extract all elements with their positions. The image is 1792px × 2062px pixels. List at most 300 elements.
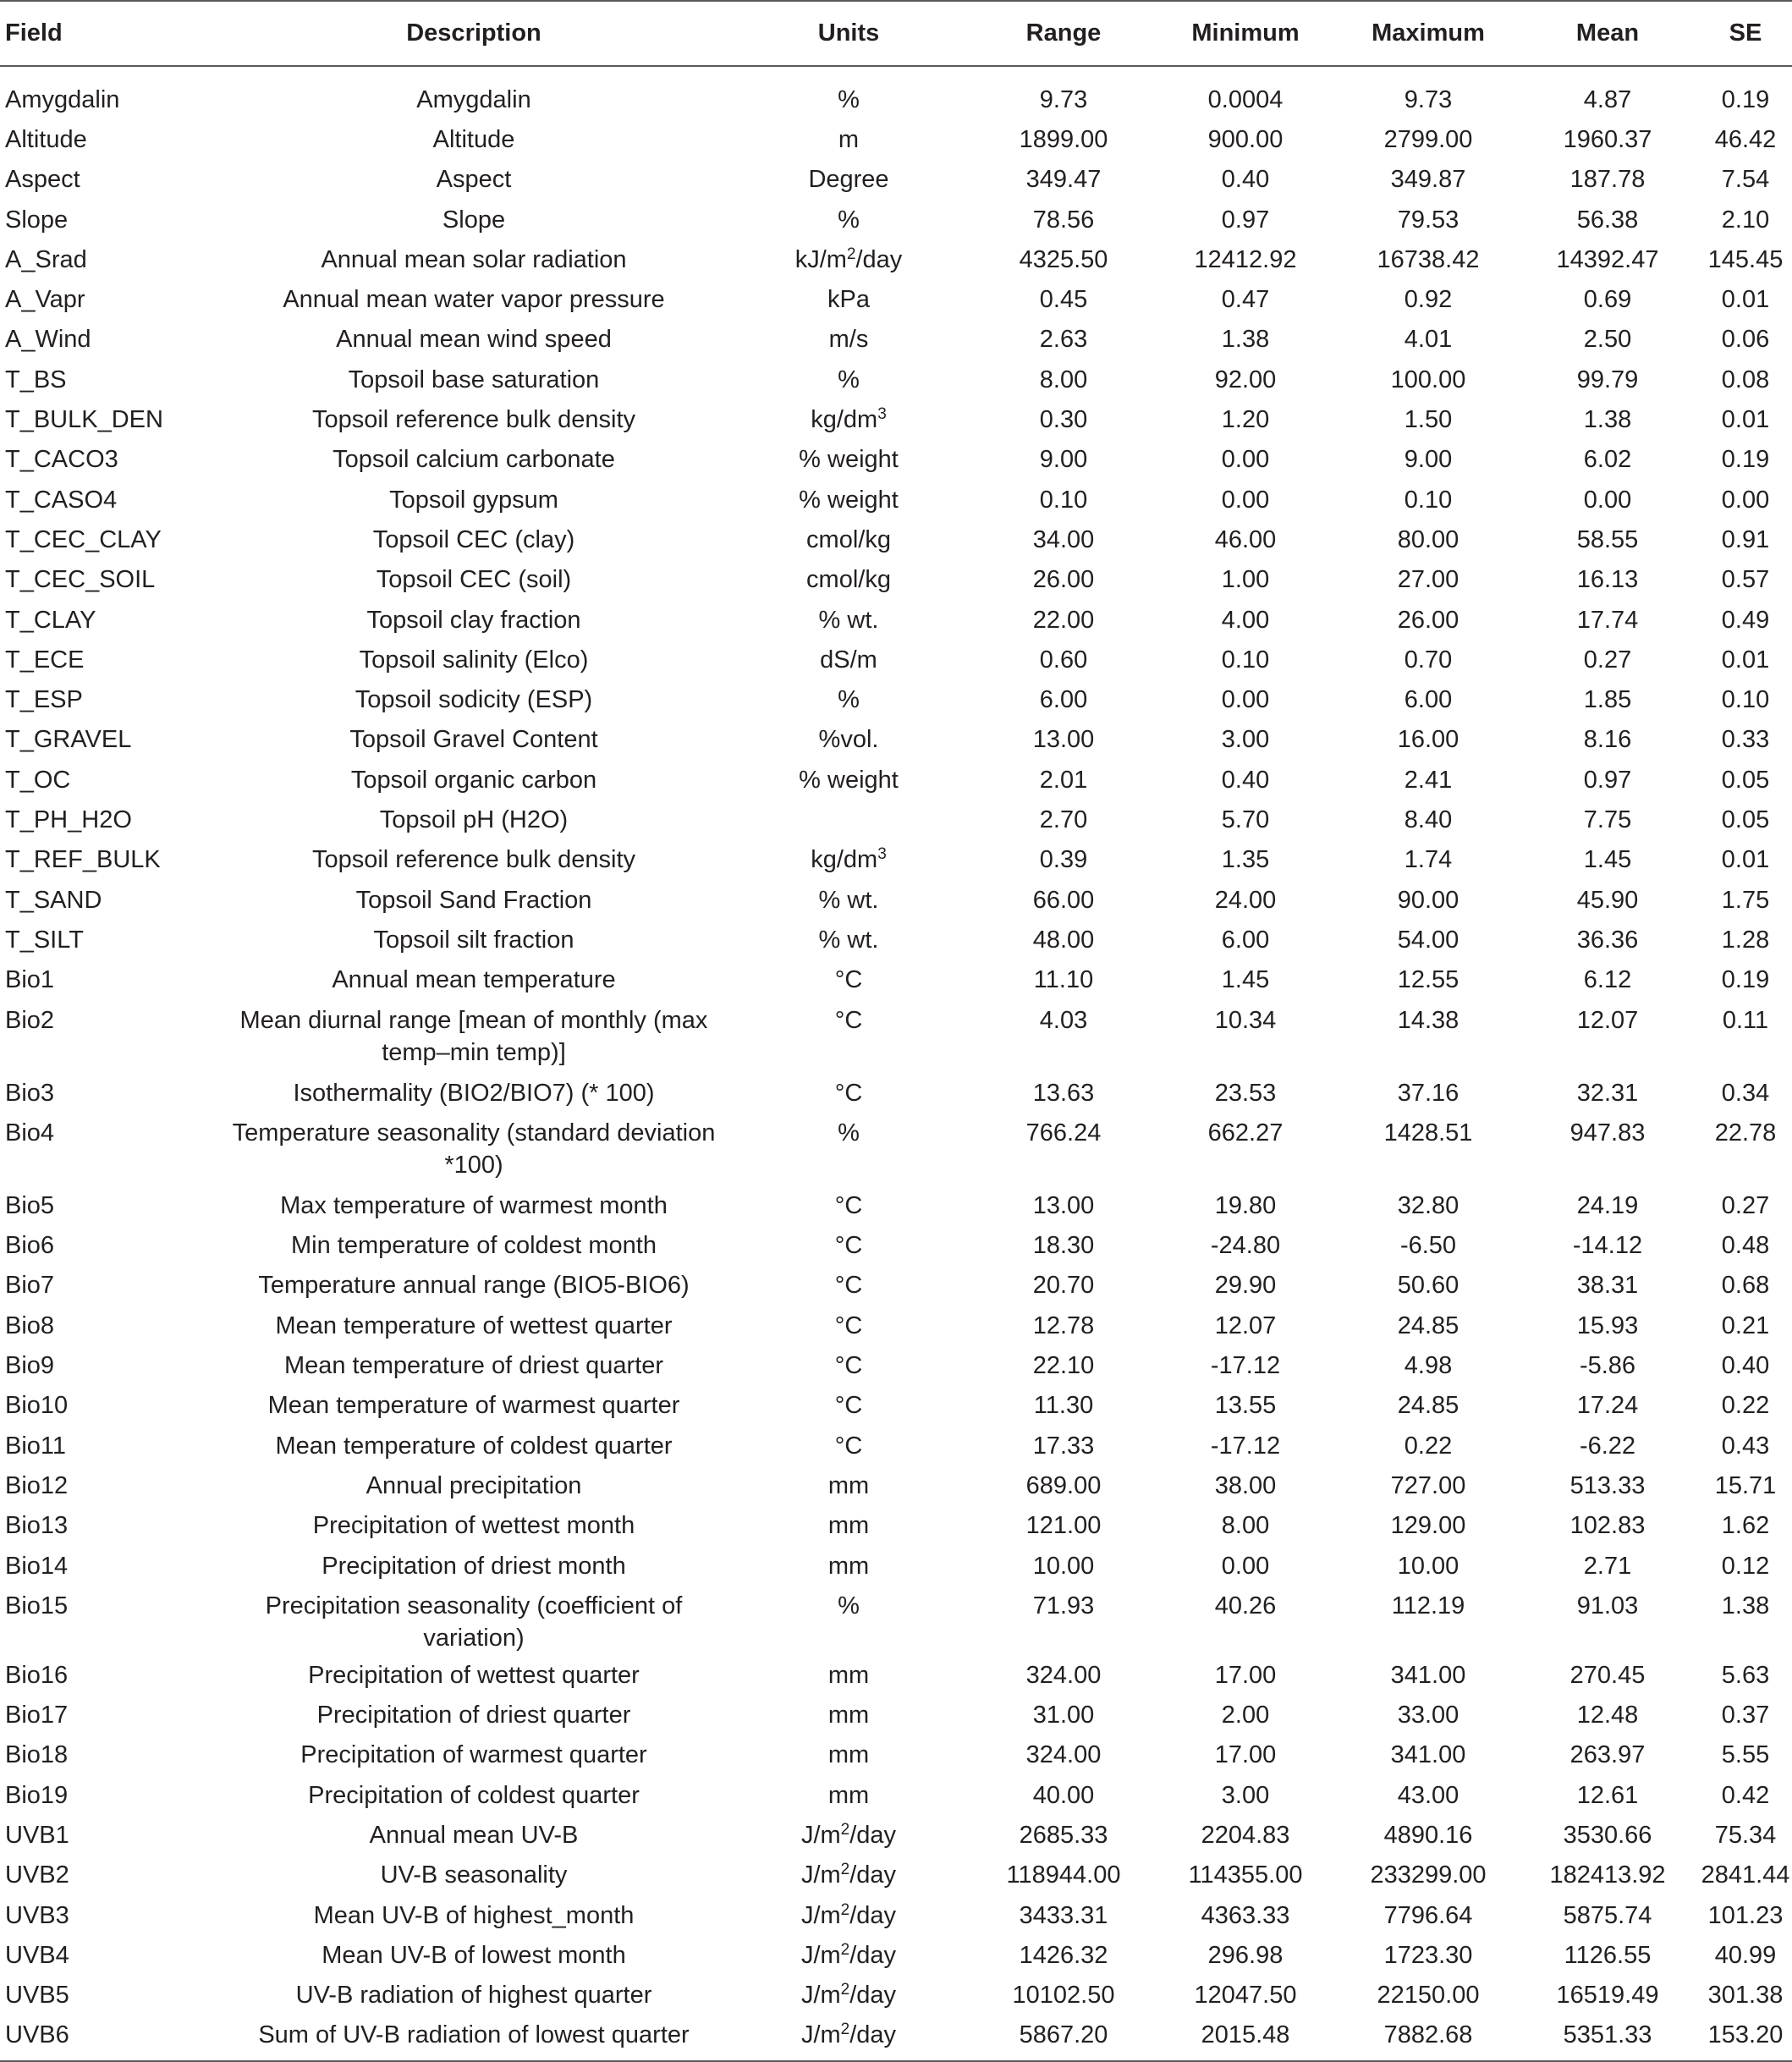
units-superscript: 2 <box>840 1981 850 1999</box>
cell-range: 22.10 <box>1032 1352 1095 1380</box>
cell-minimum: 17.00 <box>1214 1741 1277 1769</box>
header-field: Field <box>0 1 227 66</box>
table-row <box>0 599 1792 639</box>
units-superscript: 3 <box>877 405 887 424</box>
cell-mean: 1.38 <box>1583 406 1632 434</box>
table-row <box>0 1264 1792 1304</box>
cell-range: 5867.20 <box>976 2014 1151 2061</box>
cell-range: 324.00 <box>1025 1661 1102 1689</box>
cell-field: Bio11 <box>5 1432 67 1460</box>
cell-units <box>721 1934 976 1974</box>
cell-field: T_CLAY <box>5 606 96 634</box>
cell-units <box>721 66 976 118</box>
cell-maximum: 349.87 <box>1390 166 1466 194</box>
cell-se: 0.01 <box>1721 406 1770 434</box>
cell-maximum: 37.16 <box>1397 1079 1459 1107</box>
cell-minimum: -17.12 <box>1210 1352 1281 1380</box>
cell-maximum: 33.00 <box>1397 1702 1459 1729</box>
table-row <box>0 558 1792 598</box>
cell-minimum: 3.00 <box>1221 726 1270 754</box>
cell-units <box>721 318 976 358</box>
cell-maximum: 54.00 <box>1397 926 1459 954</box>
cell-se: 0.00 <box>1721 486 1770 514</box>
cell-field: Bio10 <box>5 1392 69 1420</box>
cell-units <box>721 1545 976 1585</box>
cell-mean: 7.75 <box>1583 806 1632 834</box>
cell-minimum: 4363.33 <box>1201 1901 1290 1929</box>
table-row <box>0 1934 1792 1974</box>
table-row <box>0 1224 1792 1264</box>
cell-minimum: 12412.92 <box>1194 245 1297 273</box>
cell-maximum: 6.00 <box>1404 686 1453 714</box>
cell-field: Bio8 <box>5 1311 55 1339</box>
cell-description: Topsoil reference bulk density <box>311 406 636 434</box>
cell-units <box>721 1264 976 1304</box>
cell-se: 0.10 <box>1721 686 1770 714</box>
cell-mean: 16519.49 <box>1556 1982 1659 2010</box>
cell-description: Topsoil gypsum <box>389 486 558 514</box>
cell-units <box>721 679 976 718</box>
cell-units <box>721 879 976 919</box>
cell-units <box>721 519 976 558</box>
cell-mean: 17.24 <box>1576 1392 1639 1420</box>
cell-mean: 8.16 <box>1583 726 1632 754</box>
cell-description: Annual mean water vapor pressure <box>283 286 665 314</box>
cell-description: Precipitation of coldest quarter <box>308 1781 640 1809</box>
cell-se: 0.33 <box>1721 726 1770 754</box>
cell-mean: 0.97 <box>1583 766 1632 794</box>
cell-description: Mean UV-B of lowest month <box>322 1941 626 1969</box>
cell-minimum: 0.10 <box>1221 646 1270 674</box>
cell-units <box>721 1072 976 1112</box>
cell-minimum: 0.40 <box>1221 166 1270 194</box>
cell-maximum: 50.60 <box>1397 1272 1459 1300</box>
units-suffix: /day <box>849 1901 897 1929</box>
cell-units <box>721 1112 976 1185</box>
units-base: % <box>838 1119 860 1146</box>
cell-units <box>721 1894 976 1934</box>
cell-field: T_ECE <box>5 646 85 674</box>
table-row <box>0 1854 1792 1894</box>
cell-mean: 263.97 <box>1569 1741 1646 1769</box>
cell-description: Isothermality (BIO2/BIO7) (* 100) <box>293 1079 655 1107</box>
cell-range: 31.00 <box>1032 1702 1095 1729</box>
cell-description: Precipitation of driest quarter <box>316 1702 631 1729</box>
units-base: mm <box>827 1781 870 1809</box>
cell-minimum: 2.00 <box>1221 1702 1270 1729</box>
table-row <box>0 1774 1792 1814</box>
cell-maximum: 100.00 <box>1390 366 1466 393</box>
cell-se: 0.05 <box>1721 806 1770 834</box>
cell-units <box>721 558 976 598</box>
cell-units <box>721 1384 976 1424</box>
cell-units <box>721 1425 976 1465</box>
cell-maximum: 8.40 <box>1404 806 1453 834</box>
cell-minimum: 0.0004 <box>1207 86 1284 113</box>
cell-se: 0.57 <box>1721 566 1770 594</box>
cell-units <box>721 919 976 959</box>
table-row <box>0 318 1792 358</box>
cell-se: 46.42 <box>1714 126 1777 153</box>
cell-units <box>721 158 976 198</box>
units-base: °C <box>834 966 863 994</box>
cell-units <box>721 118 976 158</box>
cell-mean: 32.31 <box>1576 1079 1639 1107</box>
cell-mean: 2.50 <box>1583 326 1632 354</box>
table-row <box>0 718 1792 758</box>
cell-mean: 6.12 <box>1583 966 1632 994</box>
cell-range: 12.78 <box>1032 1311 1095 1339</box>
units-base: J/m <box>800 1821 841 1849</box>
units-base: J/m <box>800 1861 841 1889</box>
cell-minimum: 1.38 <box>1221 326 1270 354</box>
cell-range: 13.63 <box>1032 1079 1095 1107</box>
header-mean: Mean <box>1516 1 1699 66</box>
table-row <box>0 1734 1792 1773</box>
cell-mean: 0.69 <box>1583 286 1632 314</box>
cell-minimum: 1.20 <box>1221 406 1270 434</box>
cell-units <box>721 1854 976 1894</box>
table-row <box>0 1545 1792 1585</box>
table-row <box>0 399 1792 438</box>
cell-mean: -6.22 <box>1579 1432 1636 1460</box>
cell-se: 1.62 <box>1721 1512 1770 1540</box>
cell-se: 0.21 <box>1721 1311 1770 1339</box>
cell-minimum: -17.12 <box>1210 1432 1281 1460</box>
units-base: Degree <box>808 166 889 194</box>
cell-field: T_REF_BULK <box>5 846 161 874</box>
units-base: kg/dm <box>811 406 878 434</box>
cell-field: UVB4 <box>5 1941 69 1969</box>
cell-minimum: 0.00 <box>1221 1552 1270 1580</box>
cell-mean: 14392.47 <box>1556 245 1659 273</box>
units-base: mm <box>827 1741 870 1769</box>
cell-units <box>721 1694 976 1734</box>
cell-field: Bio1 <box>5 966 55 994</box>
cell-mean: 45.90 <box>1576 886 1639 914</box>
units-base: mm <box>827 1661 870 1689</box>
units-base: mm <box>827 1702 870 1729</box>
table-row <box>0 438 1792 478</box>
cell-maximum: 22150.00 <box>1377 1982 1480 2010</box>
cell-field: Bio17 <box>5 1702 69 1729</box>
cell-se: 0.22 <box>1721 1392 1770 1420</box>
cell-maximum: 9.00 <box>1404 446 1453 474</box>
cell-minimum: 296.98 <box>1207 1941 1284 1969</box>
cell-se: 0.68 <box>1721 1272 1770 1300</box>
units-base: °C <box>834 1432 863 1460</box>
units-base: kPa <box>827 286 870 314</box>
cell-se: 75.34 <box>1714 1821 1777 1849</box>
table-row <box>0 1305 1792 1344</box>
units-base: °C <box>834 1191 863 1219</box>
cell-field: Slope <box>5 206 69 234</box>
cell-units <box>721 1504 976 1544</box>
cell-description: Topsoil sodicity (ESP) <box>355 686 593 714</box>
cell-range: 4325.50 <box>1019 245 1108 273</box>
units-base: J/m <box>800 1982 841 2010</box>
units-suffix: /day <box>849 1821 897 1849</box>
cell-mean: 1960.37 <box>1563 126 1652 153</box>
cell-maximum: 7796.64 <box>1383 1901 1473 1929</box>
cell-maximum: 2799.00 <box>1383 126 1473 153</box>
cell-field: T_CEC_SOIL <box>5 566 156 594</box>
cell-range: 13.00 <box>1032 726 1095 754</box>
cell-range: 6.00 <box>1039 686 1088 714</box>
cell-range: 2.63 <box>1039 326 1088 354</box>
cell-mean: 3530.66 <box>1563 1821 1652 1849</box>
table-row <box>0 1185 1792 1224</box>
cell-se: 0.48 <box>1721 1232 1770 1260</box>
cell-maximum: 341.00 <box>1390 1741 1466 1769</box>
cell-description: Precipitation of driest month <box>322 1552 626 1580</box>
units-suffix: /day <box>849 1941 897 1969</box>
table-row <box>0 278 1792 318</box>
table-row <box>0 679 1792 718</box>
cell-range: 17.33 <box>1032 1432 1095 1460</box>
cell-maximum: 129.00 <box>1390 1512 1466 1540</box>
cell-minimum: 38.00 <box>1214 1471 1277 1499</box>
cell-range: 0.45 <box>1039 286 1088 314</box>
cell-units <box>721 278 976 318</box>
table-row <box>0 1654 1792 1694</box>
cell-mean: 99.79 <box>1576 366 1639 393</box>
cell-minimum: 1.45 <box>1221 966 1270 994</box>
cell-field: T_BS <box>5 366 67 393</box>
cell-mean: 270.45 <box>1569 1661 1646 1689</box>
cell-description: Mean diurnal range [mean of monthly (max temp–min temp)] <box>239 1006 708 1066</box>
cell-mean: 5351.33 <box>1516 2014 1699 2061</box>
table-row <box>0 359 1792 399</box>
cell-description: UV-B seasonality <box>380 1861 568 1889</box>
table-row <box>0 199 1792 239</box>
cell-maximum: -6.50 <box>1399 1232 1457 1260</box>
cell-mean: 1.85 <box>1583 686 1632 714</box>
cell-minimum: 13.55 <box>1214 1392 1277 1420</box>
cell-range: 0.30 <box>1039 406 1088 434</box>
cell-minimum: -24.80 <box>1210 1232 1281 1260</box>
units-base: °C <box>834 1272 863 1300</box>
cell-mean: 36.36 <box>1576 926 1639 954</box>
cell-minimum: 19.80 <box>1214 1191 1277 1219</box>
cell-se: 0.37 <box>1721 1702 1770 1729</box>
cell-range: 22.00 <box>1032 606 1095 634</box>
units-superscript: 2 <box>840 1820 850 1839</box>
cell-range: 48.00 <box>1032 926 1095 954</box>
cell-range: 71.93 <box>1032 1592 1095 1619</box>
units-suffix: /day <box>849 2021 897 2049</box>
cell-description: Topsoil base saturation <box>348 366 600 393</box>
cell-description: Aspect <box>436 166 512 194</box>
cell-range: 78.56 <box>1032 206 1095 234</box>
units-base: J/m <box>800 1901 841 1929</box>
cell-description: Topsoil CEC (soil) <box>376 566 572 594</box>
cell-se: 0.06 <box>1721 326 1770 354</box>
cell-field: Bio15 <box>5 1592 69 1619</box>
cell-field: Aspect <box>5 166 80 194</box>
cell-description: Amygdalin <box>416 86 531 113</box>
table-row <box>0 1814 1792 1854</box>
cell-field: T_PH_H2O <box>5 806 132 834</box>
cell-field: Bio12 <box>5 1471 69 1499</box>
cell-range: 766.24 <box>1025 1119 1102 1146</box>
cell-minimum: 662.27 <box>1207 1119 1284 1146</box>
cell-field: T_OC <box>5 766 71 794</box>
cell-units <box>721 199 976 239</box>
cell-units <box>721 2014 976 2061</box>
cell-range: 0.60 <box>1039 646 1088 674</box>
cell-units <box>721 1344 976 1384</box>
units-base: % wt. <box>818 886 879 914</box>
cell-field: Bio4 <box>5 1119 55 1146</box>
table-row <box>0 519 1792 558</box>
cell-units <box>721 479 976 519</box>
cell-description: Temperature annual range (BIO5-BIO6) <box>258 1272 690 1300</box>
cell-se: 0.42 <box>1721 1781 1770 1809</box>
table-row <box>0 639 1792 679</box>
cell-mean: 0.27 <box>1583 646 1632 674</box>
cell-mean: 12.48 <box>1576 1702 1639 1729</box>
cell-range: 4.03 <box>1039 1006 1088 1034</box>
units-base: kg/dm <box>811 846 878 874</box>
cell-units <box>721 1585 976 1654</box>
cell-range: 2.70 <box>1039 806 1088 834</box>
table-row <box>0 1465 1792 1504</box>
cell-field: Bio14 <box>5 1552 69 1580</box>
cell-mean: 2.71 <box>1583 1552 1632 1580</box>
cell-maximum: 79.53 <box>1397 206 1459 234</box>
cell-description: Topsoil clay fraction <box>366 606 581 634</box>
cell-units <box>721 1465 976 1504</box>
table-row <box>0 959 1792 998</box>
cell-minimum: 0.97 <box>1221 206 1270 234</box>
cell-se: 0.49 <box>1721 606 1770 634</box>
table-row <box>0 2014 1792 2061</box>
cell-se: 0.40 <box>1721 1352 1770 1380</box>
cell-units <box>721 359 976 399</box>
cell-se: 7.54 <box>1721 166 1770 194</box>
cell-minimum: 46.00 <box>1214 525 1277 553</box>
header-maximum: Maximum <box>1340 1 1516 66</box>
units-suffix: /day <box>855 245 903 273</box>
cell-minimum: 40.26 <box>1214 1592 1277 1619</box>
cell-field: T_CEC_CLAY <box>5 525 162 553</box>
cell-se: 1.28 <box>1721 926 1770 954</box>
table-row <box>0 839 1792 878</box>
cell-range: 0.39 <box>1039 846 1088 874</box>
table-row <box>0 919 1792 959</box>
cell-maximum: 1428.51 <box>1383 1119 1473 1146</box>
cell-maximum: 1.50 <box>1404 406 1453 434</box>
cell-field: T_CACO3 <box>5 446 118 474</box>
cell-field: T_GRAVEL <box>5 726 132 754</box>
units-base: m/s <box>828 326 869 354</box>
table-row <box>0 759 1792 799</box>
units-base: °C <box>834 1006 863 1034</box>
units-superscript: 2 <box>840 1900 850 1919</box>
cell-range: 11.10 <box>1033 966 1094 994</box>
cell-field: UVB6 <box>0 2014 227 2061</box>
cell-range: 10102.50 <box>1012 1982 1115 2010</box>
cell-units <box>721 1814 976 1854</box>
units-base: °C <box>834 1311 863 1339</box>
cell-range: 0.10 <box>1039 486 1088 514</box>
cell-minimum: 2204.83 <box>1201 1821 1290 1849</box>
cell-description: Topsoil organic carbon <box>350 766 597 794</box>
units-base: % <box>838 1592 860 1619</box>
units-base: % weight <box>799 486 899 514</box>
cell-minimum: 0.00 <box>1221 686 1270 714</box>
cell-maximum: 112.19 <box>1391 1592 1465 1619</box>
table-row <box>0 1072 1792 1112</box>
cell-maximum: 10.00 <box>1397 1552 1459 1580</box>
cell-units <box>721 839 976 878</box>
units-base: % wt. <box>818 926 879 954</box>
cell-range: 3433.31 <box>1019 1901 1108 1929</box>
cell-maximum: 0.92 <box>1404 286 1453 314</box>
cell-se: 0.19 <box>1721 966 1770 994</box>
cell-mean: 17.74 <box>1576 606 1639 634</box>
header-minimum: Minimum <box>1151 1 1340 66</box>
cell-description: Topsoil reference bulk density <box>311 846 636 874</box>
header-se: SE <box>1699 1 1792 66</box>
cell-units <box>721 1774 976 1814</box>
cell-minimum: 0.40 <box>1221 766 1270 794</box>
cell-maximum: 2.41 <box>1404 766 1453 794</box>
cell-description: Topsoil Sand Fraction <box>355 886 592 914</box>
cell-se: 22.78 <box>1714 1119 1777 1146</box>
cell-range: 118944.00 <box>1006 1861 1121 1889</box>
cell-maximum: 24.85 <box>1397 1311 1459 1339</box>
cell-se: 153.20 <box>1699 2014 1792 2061</box>
cell-range: 689.00 <box>1025 1471 1102 1499</box>
table-row <box>0 1112 1792 1185</box>
cell-description: Topsoil CEC (clay) <box>372 525 575 553</box>
cell-range: 1899.00 <box>1019 126 1108 153</box>
cell-range: 8.00 <box>1039 366 1088 393</box>
cell-se: 5.63 <box>1721 1661 1770 1689</box>
table-row <box>0 1344 1792 1384</box>
cell-minimum: 1.00 <box>1221 566 1270 594</box>
cell-description: Min temperature of coldest month <box>291 1232 657 1260</box>
cell-field: Bio9 <box>5 1352 55 1380</box>
cell-se: 0.27 <box>1721 1191 1770 1219</box>
cell-minimum: 3.00 <box>1221 1781 1270 1809</box>
cell-maximum: 4.01 <box>1404 326 1453 354</box>
cell-maximum: 43.00 <box>1397 1781 1459 1809</box>
cell-range: 66.00 <box>1032 886 1095 914</box>
cell-se: 5.55 <box>1721 1741 1770 1769</box>
cell-mean: -5.86 <box>1579 1352 1636 1380</box>
cell-units <box>721 799 976 839</box>
cell-field: Bio5 <box>5 1191 55 1219</box>
units-superscript: 2 <box>840 1861 850 1879</box>
cell-field: UVB2 <box>5 1861 69 1889</box>
units-superscript: 2 <box>840 2021 850 2039</box>
units-base: % weight <box>799 446 899 474</box>
cell-field: Bio16 <box>5 1661 69 1689</box>
cell-field: T_ESP <box>5 686 83 714</box>
cell-description: Mean temperature of coldest quarter <box>275 1432 673 1460</box>
cell-units <box>721 639 976 679</box>
cell-description: Topsoil Gravel Content <box>349 726 598 754</box>
cell-field: UVB5 <box>5 1982 69 2010</box>
cell-minimum: 0.00 <box>1221 486 1270 514</box>
cell-mean: 15.93 <box>1576 1311 1639 1339</box>
units-superscript: 2 <box>846 245 856 263</box>
cell-field: UVB1 <box>5 1821 69 1849</box>
table-row <box>0 118 1792 158</box>
